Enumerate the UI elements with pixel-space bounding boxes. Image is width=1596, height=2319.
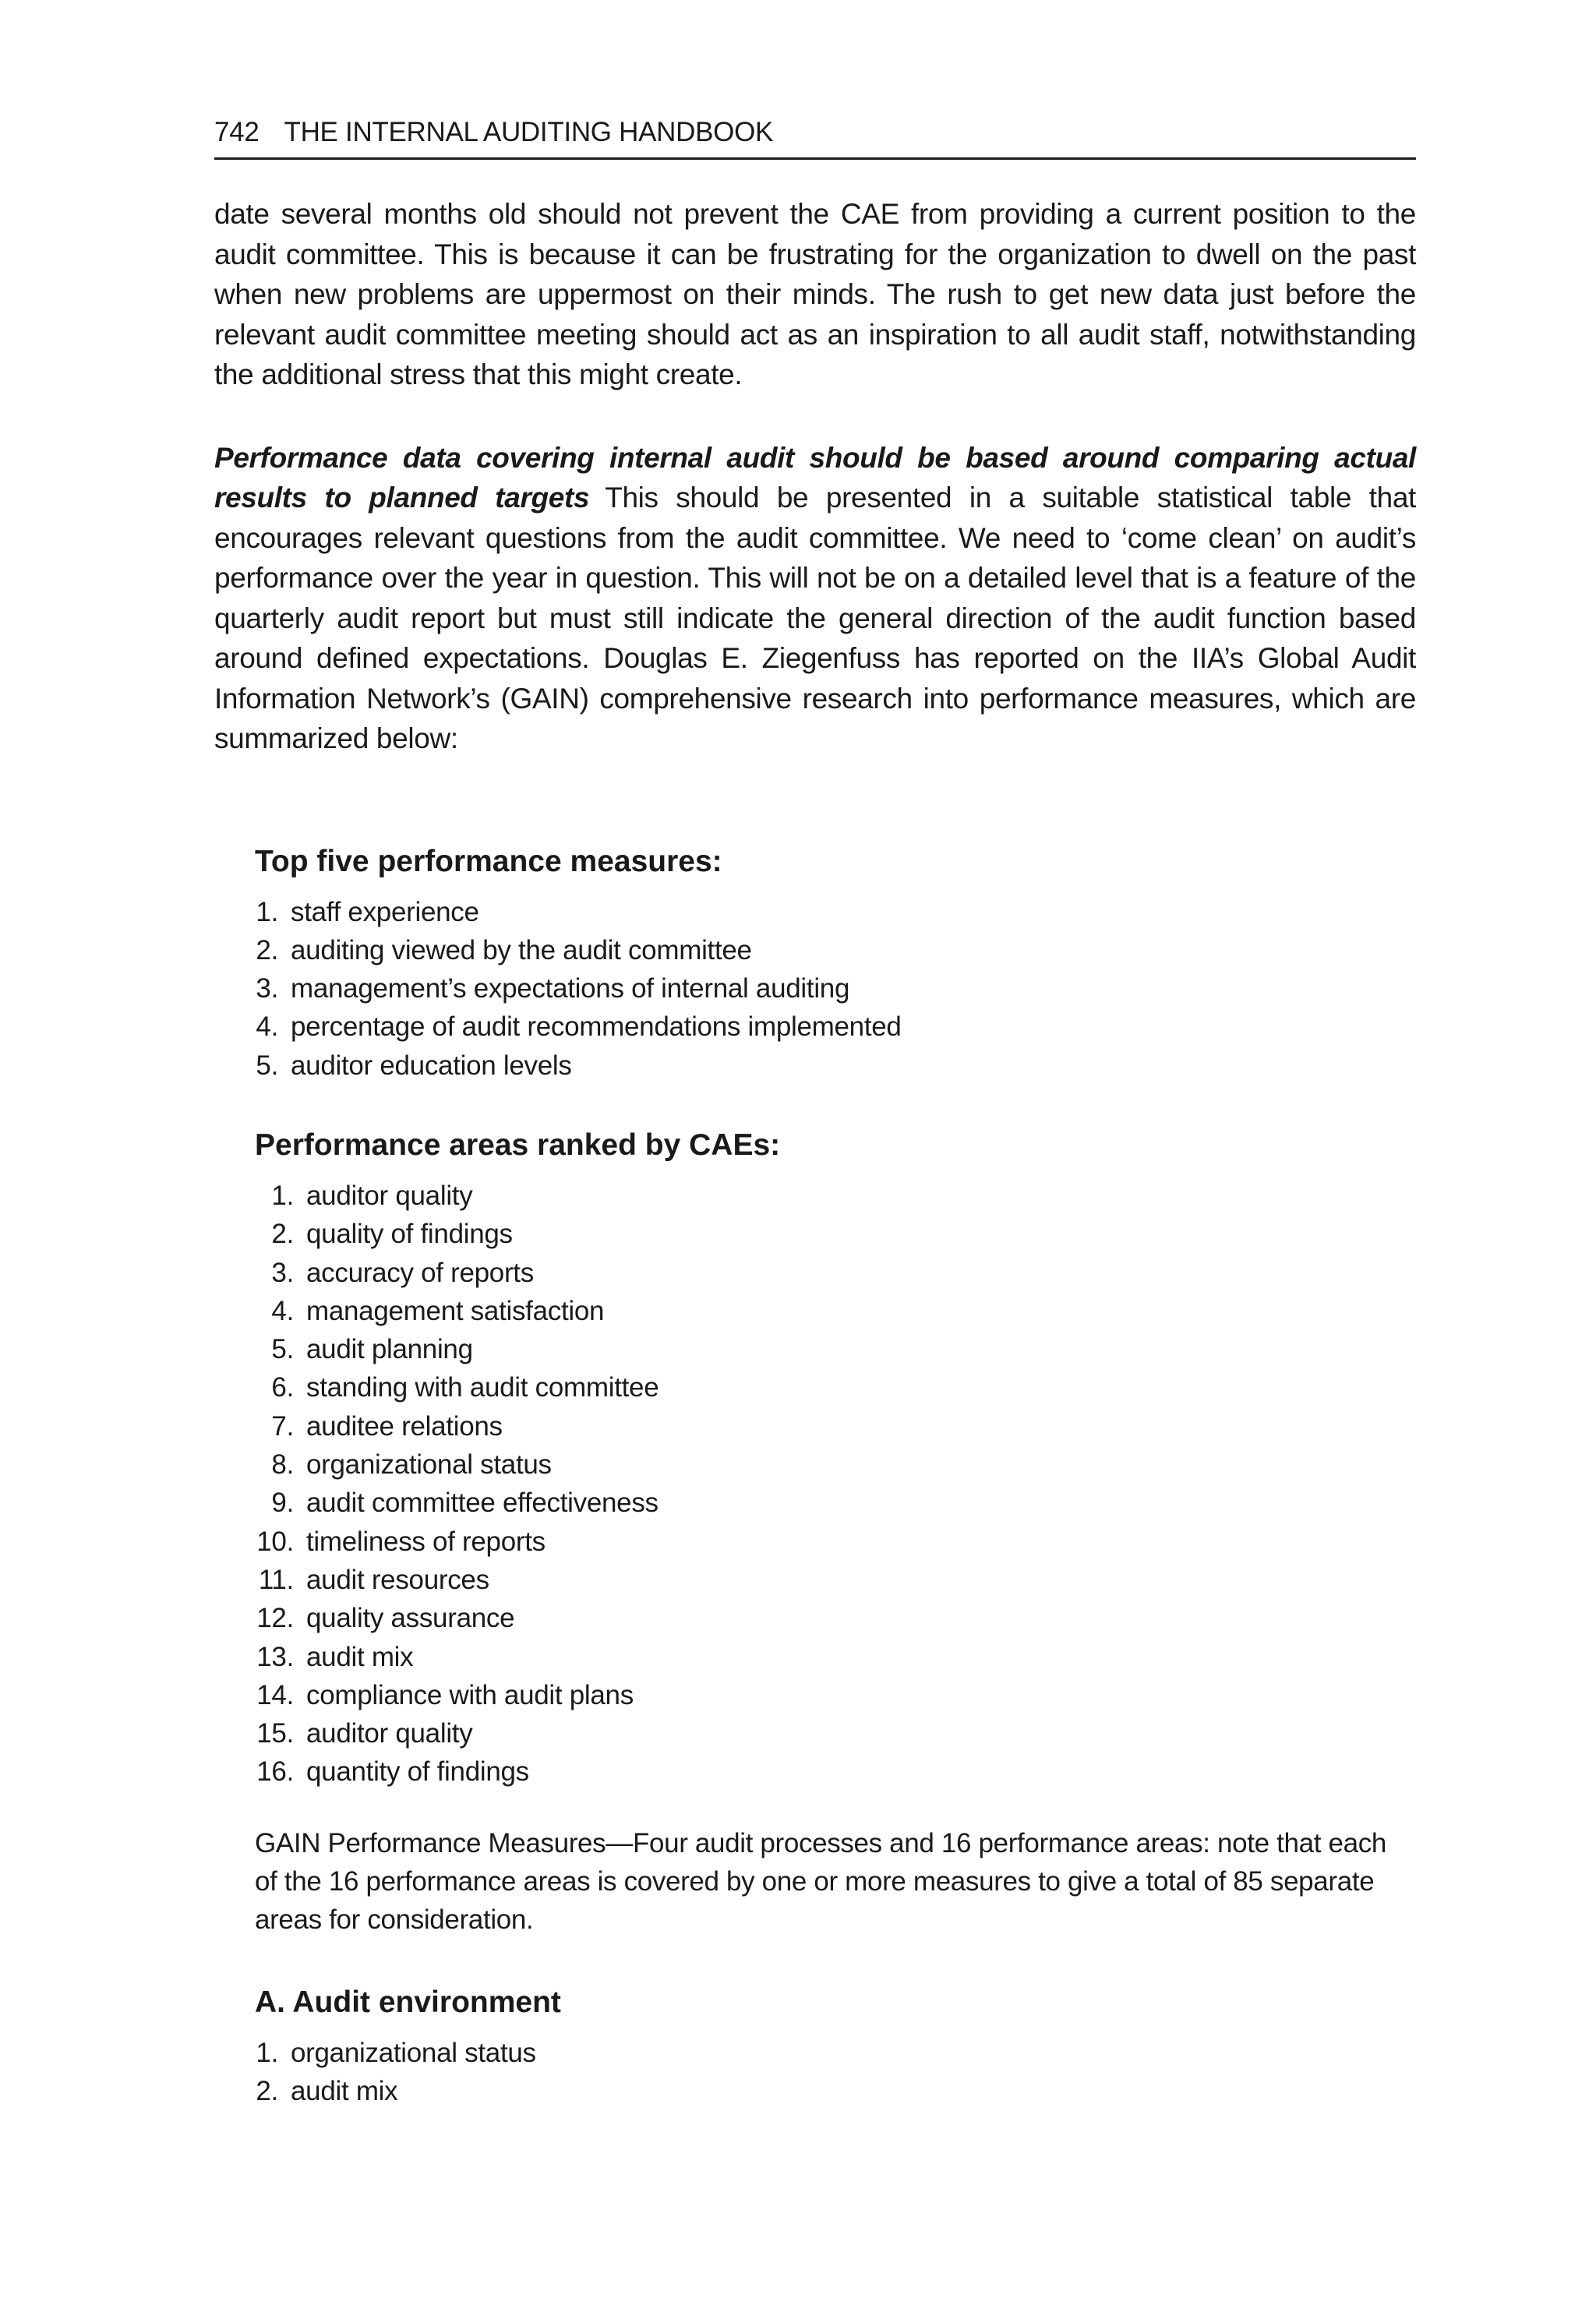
list-item-number: 8. bbox=[271, 1449, 294, 1481]
performance-areas-section bbox=[255, 1128, 1389, 1939]
list-item-text: auditee relations bbox=[306, 1410, 503, 1442]
list-item bbox=[255, 2072, 1389, 2110]
list-item bbox=[255, 969, 1389, 1008]
paragraph-2-text: This should be presented in a suitable statistical table that encourages relevant questions from the audit committee. We need to ‘come clean’ on audit’s performance over the year in question. This will not be on a detailed level that is a feature of the quarterly audit report but must still indicate the general direction of the audit function based around defined expectations. Douglas E. Ziegenfuss has reported on the IIA’s Global Audit Information Network’s (GAIN) comprehensive research into performance measures, which are summarized below: bbox=[214, 482, 1416, 754]
list-item-number: 9. bbox=[271, 1488, 294, 1519]
list-item bbox=[255, 1292, 1389, 1330]
book-page bbox=[214, 117, 1416, 2110]
list-item-text: quality of findings bbox=[306, 1219, 513, 1250]
list-item-text: management’s expectations of internal auditing bbox=[291, 973, 850, 1004]
list-item-number: 4. bbox=[271, 1295, 294, 1326]
list-item-text: audit mix bbox=[291, 2076, 398, 2107]
list-item-number: 4. bbox=[256, 1011, 278, 1043]
list-item-number: 5. bbox=[256, 1050, 278, 1081]
list-item bbox=[255, 1047, 1389, 1085]
list-item bbox=[255, 2034, 1389, 2072]
list-item-number: 3. bbox=[256, 973, 278, 1004]
list-item bbox=[255, 1330, 1389, 1368]
list-item-text: staff experience bbox=[291, 896, 479, 927]
running-head bbox=[214, 117, 1416, 160]
list-item bbox=[255, 1008, 1389, 1046]
book-title: THE INTERNAL AUDITING HANDBOOK bbox=[284, 117, 774, 147]
list-item-text: auditor education levels bbox=[291, 1050, 572, 1081]
list-item-text: percentage of audit recommendations implemented bbox=[291, 1011, 902, 1043]
list-item-text: auditing viewed by the audit committee bbox=[291, 934, 752, 965]
list-item-text: quantity of findings bbox=[306, 1756, 529, 1788]
list-item bbox=[255, 1445, 1389, 1484]
gain-note: GAIN Performance Measures—Four audit processes and 16 performance areas: note that each of the 16 performance areas is covered by one or more measures to give a total of 85 separate areas for consideration. bbox=[255, 1827, 1386, 1935]
list-item-number: 2. bbox=[256, 934, 278, 965]
list-item-text: audit planning bbox=[306, 1334, 473, 1365]
list-item-number: 12. bbox=[256, 1603, 294, 1634]
list-item bbox=[255, 1177, 1389, 1215]
page-number: 742 bbox=[214, 117, 260, 147]
top-five-section bbox=[255, 845, 1389, 1085]
list-item bbox=[255, 1676, 1389, 1714]
audit-environment-list bbox=[255, 2034, 1389, 2111]
audit-environment-section bbox=[255, 1985, 1389, 2111]
list-item bbox=[255, 1599, 1389, 1637]
list-item-number: 14. bbox=[256, 1679, 294, 1710]
list-item-number: 1. bbox=[271, 1180, 294, 1211]
list-item bbox=[255, 931, 1389, 969]
list-item-text: timeliness of reports bbox=[306, 1526, 546, 1557]
list-item-number: 1. bbox=[256, 2037, 278, 2068]
list-item-number: 10. bbox=[256, 1526, 294, 1557]
list-item-number: 13. bbox=[256, 1641, 294, 1672]
list-item-text: management satisfaction bbox=[306, 1295, 605, 1326]
audit-environment-heading: A. Audit environment bbox=[255, 1985, 561, 2019]
performance-areas-list bbox=[255, 1177, 1389, 1791]
list-item-number: 2. bbox=[271, 1219, 294, 1250]
list-item-text: standing with audit committee bbox=[306, 1372, 659, 1403]
list-item-text: compliance with audit plans bbox=[306, 1679, 634, 1710]
list-item-number: 7. bbox=[271, 1410, 294, 1442]
list-item bbox=[255, 893, 1389, 931]
list-item bbox=[255, 1714, 1389, 1752]
list-item-number: 11. bbox=[258, 1564, 294, 1595]
list-item-text: organizational status bbox=[306, 1449, 552, 1481]
list-item-text: auditor quality bbox=[306, 1180, 473, 1211]
list-item-text: audit committee effectiveness bbox=[306, 1488, 659, 1519]
list-item bbox=[255, 1215, 1389, 1253]
paragraph-2-lead-in: Performance data covering internal audit should be based around comparing actual results to planned targets bbox=[214, 441, 1416, 514]
list-item bbox=[255, 1368, 1389, 1407]
top-five-heading: Top five performance measures: bbox=[255, 844, 722, 878]
list-item-text: audit mix bbox=[306, 1641, 414, 1672]
list-item-text: organizational status bbox=[291, 2037, 536, 2068]
paragraph-2 bbox=[214, 438, 1416, 759]
list-item-number: 6. bbox=[271, 1372, 294, 1403]
list-item-text: audit resources bbox=[306, 1564, 489, 1595]
list-item-number: 3. bbox=[271, 1257, 294, 1288]
list-item bbox=[255, 1561, 1389, 1599]
list-item-text: accuracy of reports bbox=[306, 1257, 534, 1288]
list-item bbox=[255, 1407, 1389, 1445]
list-item-number: 5. bbox=[271, 1334, 294, 1365]
list-item-number: 1. bbox=[256, 896, 278, 927]
list-item-text: quality assurance bbox=[306, 1603, 515, 1634]
list-item bbox=[255, 1752, 1389, 1791]
list-item bbox=[255, 1523, 1389, 1561]
performance-areas-heading: Performance areas ranked by CAEs: bbox=[255, 1128, 781, 1162]
list-item bbox=[255, 1484, 1389, 1522]
list-item-number: 2. bbox=[256, 2076, 278, 2107]
list-item bbox=[255, 1254, 1389, 1292]
paragraph-1: date several months old should not prevent the CAE from providing a current position to the audit committee. This is because it can be frustrating for the organization to dwell on the past when new problems are uppermost on their minds. The rush to get new data just before the relevant audit committee meeting should act as an inspiration to all audit staff, notwithstanding the additional stress that this might create. bbox=[214, 198, 1416, 390]
list-item-number: 15. bbox=[256, 1718, 294, 1749]
top-five-list bbox=[255, 893, 1389, 1085]
list-item-number: 16. bbox=[256, 1756, 294, 1788]
list-item-text: auditor quality bbox=[306, 1718, 473, 1749]
list-item bbox=[255, 1638, 1389, 1676]
